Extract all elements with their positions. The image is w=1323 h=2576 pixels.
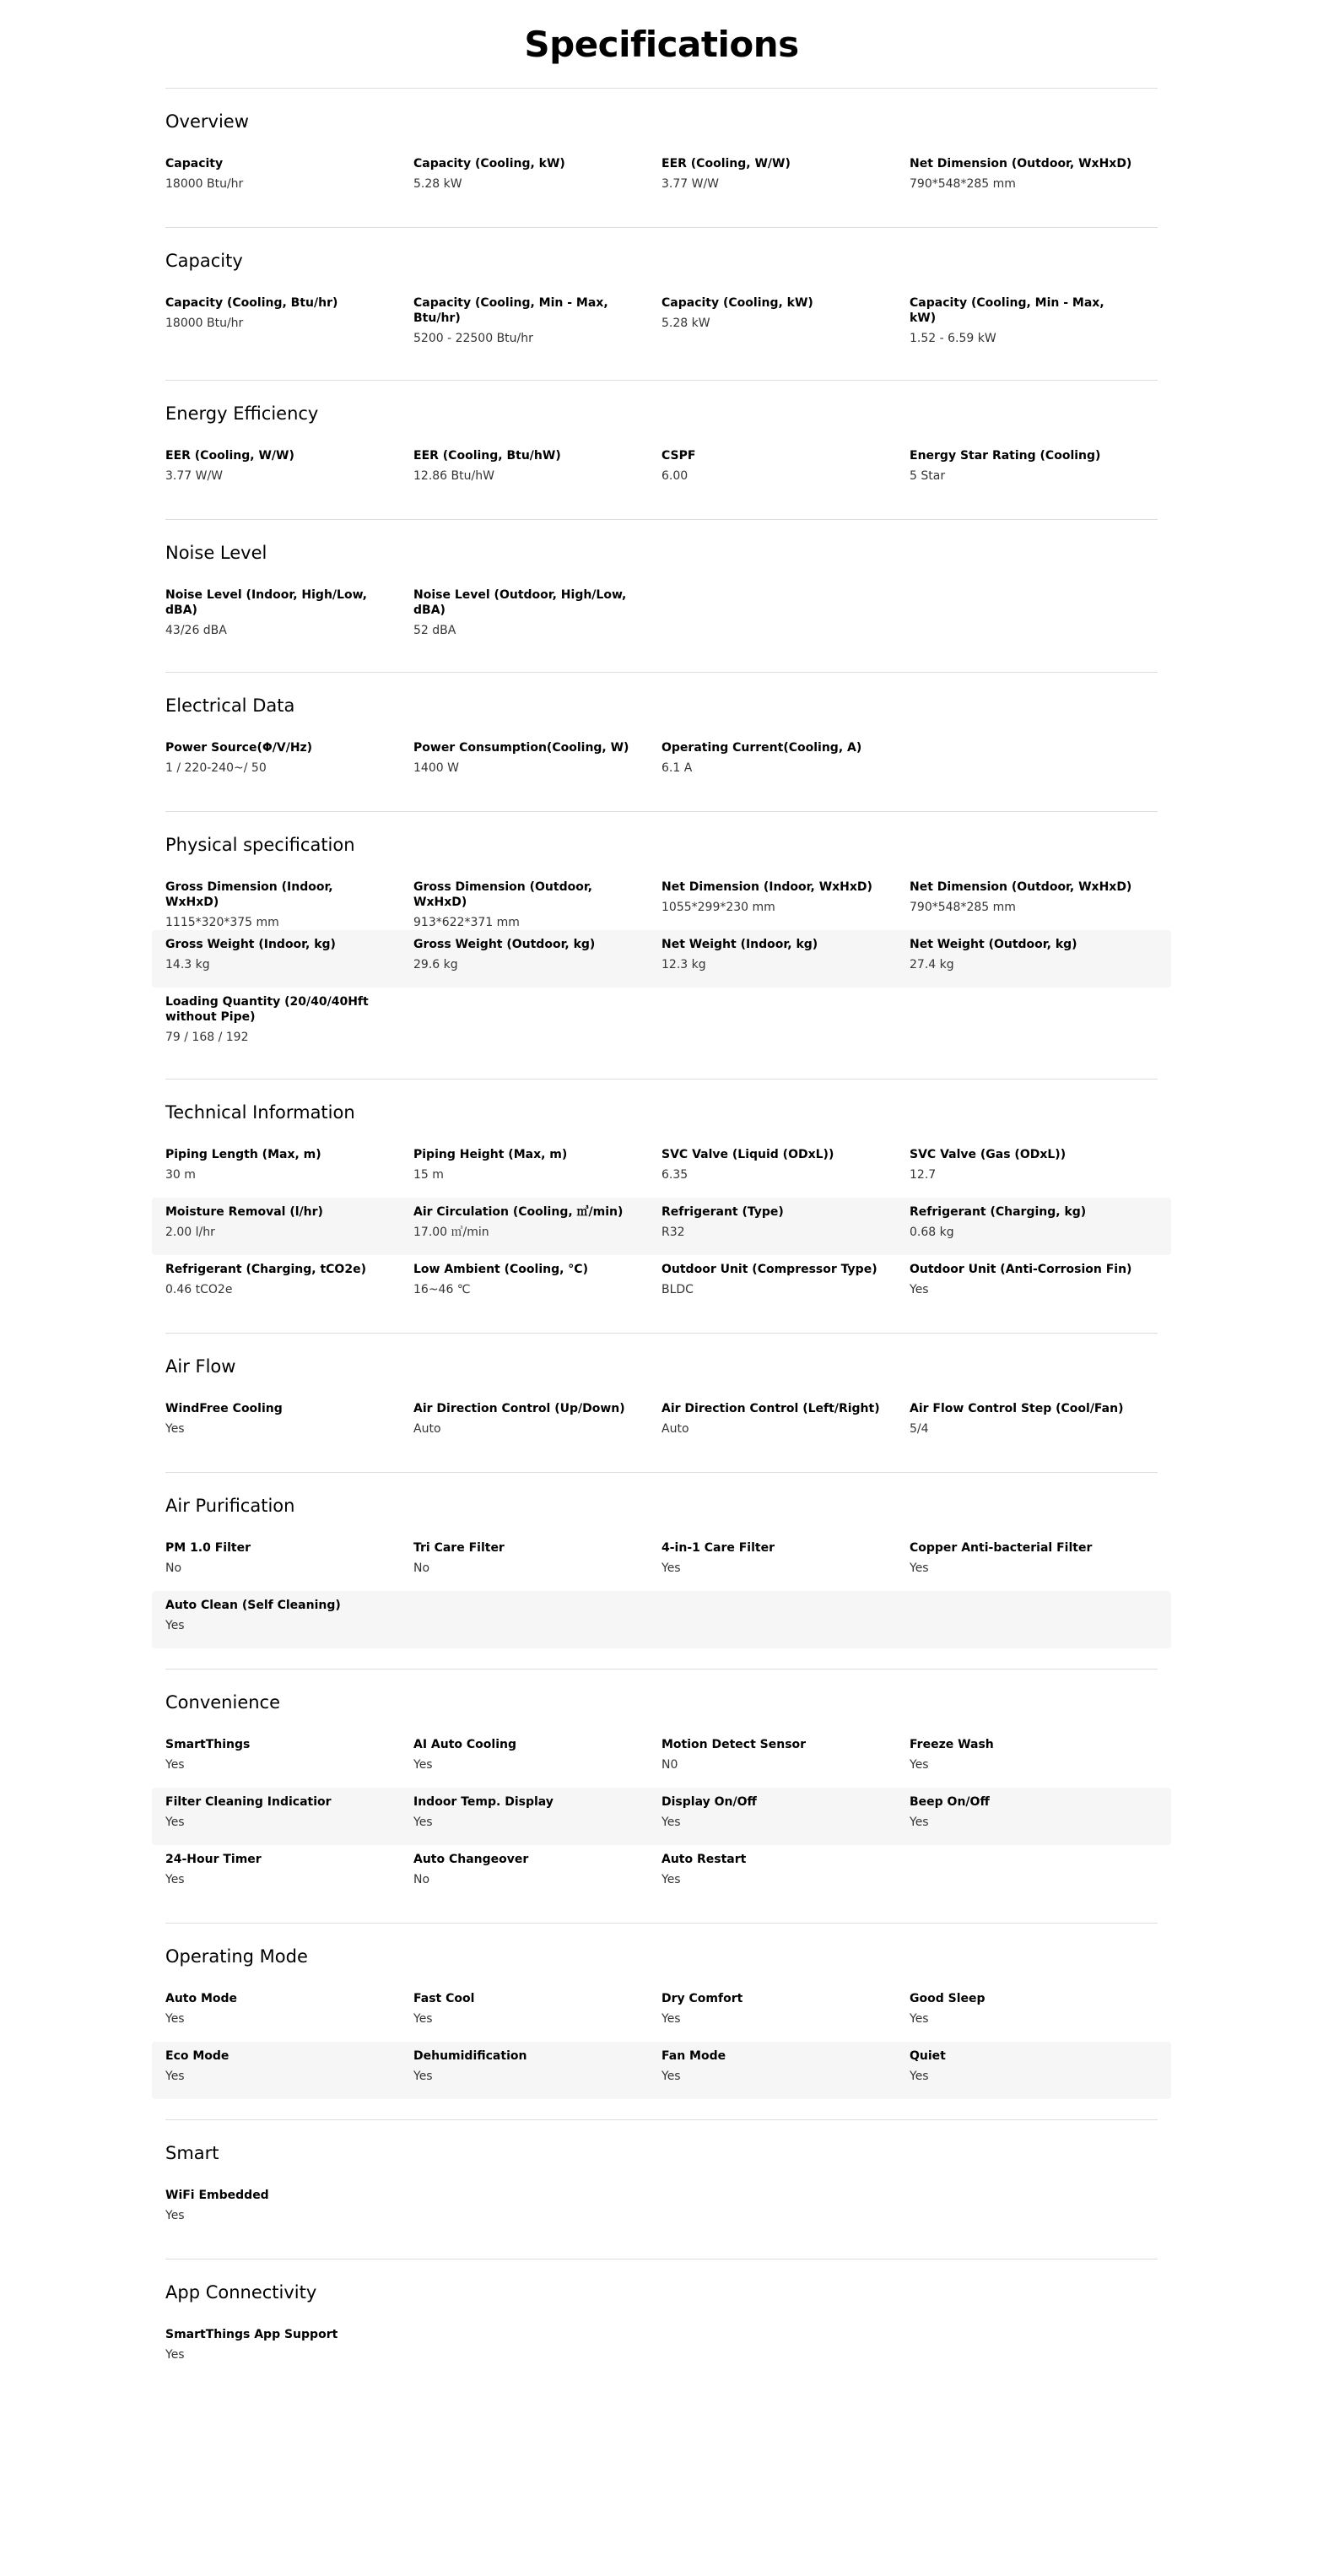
spec-row [152,2320,1171,2378]
spec-row [152,930,1171,988]
spec-item [413,937,662,981]
spec-value: 3.77 W/W [662,177,720,191]
spec-label: Air Direction Control (Up/Down) [413,1402,625,1415]
spec-item [165,937,413,981]
spec-section-smart [165,2119,1158,2259]
spec-value: Yes [662,1873,681,1886]
spec-row [152,1591,1171,1648]
spec-value: Yes [165,1422,185,1436]
spec-item [662,740,910,784]
spec-section-convenience [165,1669,1158,1923]
spec-value: No [165,1561,182,1575]
spec-value: 18000 Btu/hr [165,317,244,330]
page-title: Specifications [524,24,799,65]
spec-label: Tri Care Filter [413,1541,505,1555]
section-title: Capacity [165,251,243,271]
spec-value: Yes [413,1816,433,1829]
spec-label: Air Direction Control (Left/Right) [662,1402,880,1415]
spec-row [152,1255,1171,1312]
spec-label: Capacity (Cooling, Min - Max, Btu/hr) [413,296,608,325]
section-title: Energy Efficiency [165,403,319,424]
spec-label: Quiet [910,2049,946,2063]
spec-label: WindFree Cooling [165,1402,283,1415]
spec-rows [152,1730,1171,1902]
spec-label: Outdoor Unit (Compressor Type) [662,1263,878,1276]
spec-value: 5/4 [910,1422,929,1436]
spec-value: Yes [413,2012,433,2026]
spec-label: Capacity (Cooling, kW) [662,296,813,310]
spec-label: EER (Cooling, Btu/hW) [413,449,561,463]
spec-section-overview [165,88,1158,227]
spec-label: Power Source(Φ/V/Hz) [165,741,313,755]
spec-label: EER (Cooling, W/W) [662,157,791,170]
spec-label: Fast Cool [413,1992,475,2005]
spec-value: Yes [910,1283,929,1296]
spec-value: 1400 W [413,761,459,775]
spec-value: Yes [662,1816,681,1829]
spec-value: 12.7 [910,1168,937,1182]
spec-label: SVC Valve (Gas (ODxL)) [910,1148,1066,1161]
spec-rows [152,289,1171,360]
spec-value: No [413,1873,430,1886]
spec-item [910,937,1158,981]
spec-label: Capacity [165,157,224,170]
spec-item [662,1737,910,1781]
section-title: App Connectivity [165,2282,317,2303]
spec-item [413,156,662,200]
spec-item [662,1204,910,1248]
spec-label: Auto Clean (Self Cleaning) [165,1599,341,1612]
spec-label: SmartThings [165,1738,251,1751]
spec-value: Yes [165,1619,185,1632]
section-title: Air Purification [165,1496,295,1516]
spec-label: Auto Changeover [413,1853,529,1866]
section-title: Convenience [165,1692,281,1713]
spec-item [662,1262,910,1306]
spec-label: Gross Weight (Outdoor, kg) [413,938,596,951]
spec-label: Moisture Removal (l/hr) [165,1205,323,1219]
section-title: Smart [165,2143,219,2163]
spec-label: AI Auto Cooling [413,1738,517,1751]
spec-value: 5 Star [910,469,946,483]
spec-item [413,2048,662,2092]
spec-label: Eco Mode [165,2049,230,2063]
spec-item [413,740,662,784]
spec-value: 43/26 dBA [165,624,227,637]
spec-row [152,441,1171,499]
spec-item [165,587,413,645]
spec-item [910,1147,1158,1191]
spec-value: Yes [662,2070,681,2083]
spec-row [152,1198,1171,1255]
spec-label: Refrigerant (Charging, tCO2e) [165,1263,366,1276]
spec-item [413,1794,662,1838]
spec-value: Yes [662,1561,681,1575]
spec-section-noise-level [165,519,1158,672]
spec-row [152,1394,1171,1452]
spec-rows [152,2181,1171,2238]
spec-value: 1115*320*375 mm [165,916,279,929]
spec-value: 6.00 [662,469,688,483]
spec-label: Net Weight (Outdoor, kg) [910,938,1077,951]
spec-row [152,2042,1171,2099]
spec-value: 12.86 Btu/hW [413,469,494,483]
spec-value: 913*622*371 mm [413,916,520,929]
spec-item [910,156,1158,200]
spec-section-operating-mode [165,1923,1158,2119]
spec-value: 0.46 tCO2e [165,1283,233,1296]
spec-value: 1 / 220-240~/ 50 [165,761,267,775]
spec-item [413,879,662,929]
spec-rows [152,441,1171,499]
spec-item [165,1852,413,1896]
spec-section-electrical-data [165,672,1158,811]
spec-value: 1055*299*230 mm [662,901,775,914]
spec-label: SVC Valve (Liquid (ODxL)) [662,1148,834,1161]
spec-label: SmartThings App Support [165,2328,338,2341]
spec-rows [152,1984,1171,2099]
spec-item [662,879,910,923]
spec-section-physical-specification [165,811,1158,1079]
spec-label: Auto Restart [662,1853,747,1866]
spec-value: 6.1 A [662,761,693,775]
spec-item [165,1204,413,1248]
spec-rows [152,733,1171,791]
spec-label: Motion Detect Sensor [662,1738,807,1751]
spec-row [152,988,1171,1058]
spec-row [152,2181,1171,2238]
spec-value: Yes [165,2348,185,2362]
spec-row [152,149,1171,207]
spec-value: 79 / 168 / 192 [165,1031,249,1044]
spec-label: Gross Dimension (Indoor, WxHxD) [165,880,333,909]
spec-item [165,1991,413,2035]
spec-rows [152,2320,1171,2378]
spec-label: Air Flow Control Step (Cool/Fan) [910,1402,1124,1415]
spec-value: 5.28 kW [662,317,710,330]
spec-rows [152,1534,1171,1648]
spec-value: Yes [165,1873,185,1886]
spec-item [165,448,413,492]
spec-label: Energy Star Rating (Cooling) [910,449,1101,463]
spec-label: Noise Level (Outdoor, High/Low, dBA) [413,588,627,617]
spec-item [413,1540,662,1584]
spec-label: Dry Comfort [662,1992,743,2005]
spec-row [152,1984,1171,2042]
spec-value: Yes [910,1816,929,1829]
spec-value: 5200 - 22500 Btu/hr [413,332,533,345]
spec-item [910,1204,1158,1248]
spec-section-energy-efficiency [165,380,1158,519]
spec-item [165,1147,413,1191]
spec-value: Yes [413,2070,433,2083]
spec-item [662,2048,910,2092]
spec-item [662,156,910,200]
spec-value: 3.77 W/W [165,469,224,483]
spec-rows [152,873,1171,1058]
spec-label: Operating Current(Cooling, A) [662,741,862,755]
spec-label: Copper Anti-bacterial Filter [910,1541,1093,1555]
spec-label: Display On/Off [662,1795,757,1809]
spec-value: 790*548*285 mm [910,901,1016,914]
spec-item [413,1147,662,1191]
spec-item [910,295,1158,353]
spec-rows [152,1140,1171,1312]
spec-rows [152,149,1171,207]
spec-label: Good Sleep [910,1992,986,2005]
spec-row [152,1845,1171,1902]
spec-item [910,2048,1158,2092]
spec-label: WiFi Embedded [165,2189,269,2202]
spec-label: Refrigerant (Charging, kg) [910,1205,1087,1219]
spec-row [152,289,1171,360]
spec-label: Capacity (Cooling, Min - Max, kW) [910,296,1104,325]
spec-value: Auto [662,1422,689,1436]
spec-item [165,1794,413,1838]
spec-section-app-connectivity [165,2259,1158,2398]
spec-rows [152,1394,1171,1452]
section-title: Operating Mode [165,1946,308,1967]
spec-row [152,1140,1171,1198]
spec-label: Loading Quantity (20/40/40Hft without Pipe) [165,995,369,1024]
spec-item [413,1262,662,1306]
spec-row [152,733,1171,791]
spec-item [165,1737,413,1781]
spec-value: 17.00 ㎥/min [413,1226,489,1239]
spec-value: Yes [910,2070,929,2083]
spec-item [413,1737,662,1781]
spec-item [910,1540,1158,1584]
spec-item [910,879,1158,923]
spec-item [165,2188,413,2232]
spec-value: 29.6 kg [413,958,458,971]
spec-value: Auto [413,1422,441,1436]
spec-value: Yes [165,2209,185,2222]
spec-item [413,1991,662,2035]
section-title: Electrical Data [165,695,295,716]
spec-label: Air Circulation (Cooling, ㎥/min) [413,1205,624,1219]
spec-row [152,1534,1171,1591]
spec-item [662,1991,910,2035]
spec-value: 30 m [165,1168,196,1182]
spec-value: Yes [413,1758,433,1772]
spec-row [152,1730,1171,1788]
spec-item [413,1852,662,1896]
spec-label: Freeze Wash [910,1738,994,1751]
spec-label: Noise Level (Indoor, High/Low, dBA) [165,588,367,617]
spec-value: 790*548*285 mm [910,177,1016,191]
spec-item [662,1540,910,1584]
spec-item [165,1540,413,1584]
spec-item [413,448,662,492]
spec-value: Yes [165,2070,185,2083]
spec-item [165,994,413,1052]
spec-label: Power Consumption(Cooling, W) [413,741,629,755]
spec-label: Indoor Temp. Display [413,1795,554,1809]
spec-value: 2.00 l/hr [165,1226,215,1239]
spec-value: Yes [910,2012,929,2026]
spec-label: Beep On/Off [910,1795,990,1809]
section-title: Overview [165,111,249,132]
spec-item [165,1401,413,1445]
spec-row [152,581,1171,652]
spec-label: Capacity (Cooling, Btu/hr) [165,296,338,310]
spec-item [662,1852,910,1896]
spec-item [165,2048,413,2092]
spec-item [165,740,413,784]
spec-label: Piping Length (Max, m) [165,1148,321,1161]
spec-item [910,1262,1158,1306]
spec-item [662,937,910,981]
spec-value: Yes [165,1816,185,1829]
spec-value: 15 m [413,1168,444,1182]
spec-item [662,1147,910,1191]
spec-value: No [413,1561,430,1575]
spec-value: Yes [910,1758,929,1772]
spec-item [165,1262,413,1306]
spec-item [413,587,662,645]
spec-row [152,873,1171,930]
spec-label: Net Dimension (Outdoor, WxHxD) [910,157,1132,170]
section-title: Technical Information [165,1102,355,1123]
spec-item [910,1991,1158,2035]
spec-label: Piping Height (Max, m) [413,1148,568,1161]
spec-value: 0.68 kg [910,1226,954,1239]
spec-value: 12.3 kg [662,958,706,971]
section-title: Physical specification [165,835,355,855]
spec-value: 18000 Btu/hr [165,177,244,191]
spec-value: 1.52 - 6.59 kW [910,332,996,345]
spec-label: Net Dimension (Outdoor, WxHxD) [910,880,1132,894]
spec-value: BLDC [662,1283,694,1296]
spec-item [662,295,910,353]
spec-item [413,295,662,353]
spec-item [662,1401,910,1445]
spec-item [165,295,413,353]
spec-item [910,1401,1158,1445]
spec-label: Low Ambient (Cooling, °C) [413,1263,588,1276]
spec-label: 4-in-1 Care Filter [662,1541,775,1555]
spec-section-air-purification [165,1472,1158,1669]
spec-item [165,1598,413,1642]
spec-item [165,2327,413,2371]
spec-value: 6.35 [662,1168,688,1182]
spec-label: Filter Cleaning Indicatior [165,1795,332,1809]
spec-value: 27.4 kg [910,958,954,971]
spec-label: EER (Cooling, W/W) [165,449,294,463]
spec-label: Gross Weight (Indoor, kg) [165,938,336,951]
spec-value: 5.28 kW [413,177,462,191]
spec-label: Capacity (Cooling, kW) [413,157,565,170]
spec-item [910,448,1158,492]
spec-label: Outdoor Unit (Anti-Corrosion Fin) [910,1263,1132,1276]
spec-label: PM 1.0 Filter [165,1541,251,1555]
spec-item [413,1401,662,1445]
spec-label: Fan Mode [662,2049,726,2063]
spec-label: Gross Dimension (Outdoor, WxHxD) [413,880,592,909]
section-title: Noise Level [165,543,267,563]
spec-value: 16~46 ℃ [413,1283,471,1296]
spec-label: Net Weight (Indoor, kg) [662,938,818,951]
spec-label: 24-Hour Timer [165,1853,262,1866]
spec-section-technical-information [165,1079,1158,1333]
spec-value: N0 [662,1758,678,1772]
spec-label: Dehumidification [413,2049,527,2063]
spec-label: Net Dimension (Indoor, WxHxD) [662,880,872,894]
spec-label: Refrigerant (Type) [662,1205,784,1219]
spec-section-capacity [165,227,1158,380]
spec-item [910,1794,1158,1838]
spec-row [152,1788,1171,1845]
spec-item [662,448,910,492]
spec-value: Yes [910,1561,929,1575]
spec-label: Auto Mode [165,1992,238,2005]
spec-item [413,1204,662,1248]
section-title: Air Flow [165,1356,236,1377]
spec-value: 52 dBA [413,624,456,637]
spec-item [910,1737,1158,1781]
spec-value: R32 [662,1226,685,1239]
spec-item [165,879,413,929]
spec-list [165,88,1158,2398]
spec-section-air-flow [165,1333,1158,1472]
spec-item [165,156,413,200]
spec-value: Yes [165,2012,185,2026]
spec-value: 14.3 kg [165,958,210,971]
spec-item [662,1794,910,1838]
spec-value: Yes [662,2012,681,2026]
spec-value: Yes [165,1758,185,1772]
spec-rows [152,581,1171,652]
spec-label: CSPF [662,449,696,463]
